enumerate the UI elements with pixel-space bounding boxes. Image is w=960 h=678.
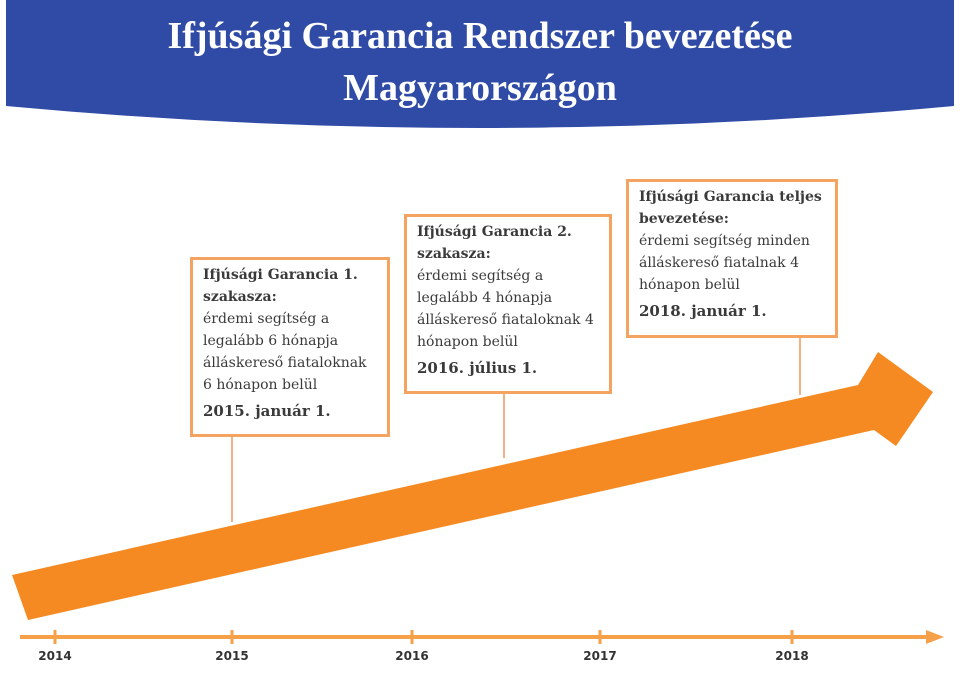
milestone-date: 2015. január 1.	[203, 402, 331, 420]
milestone-description: érdemi segítség minden álláskereső fiatalnak 4 hónapon belül	[639, 233, 810, 293]
milestone-date: 2018. január 1.	[639, 302, 767, 320]
milestone-box-full-rollout	[626, 179, 838, 338]
milestone-description: érdemi segítség a legalább 4 hónapja álláskereső fiataloknak 4 hónapon belül	[417, 268, 594, 350]
year-label-2018: 2018	[775, 649, 809, 663]
milestone-title: Ifjúsági Garancia teljes bevezetése:	[639, 189, 822, 227]
milestone-title: Ifjúsági Garancia 1. szakasza:	[203, 267, 358, 305]
milestone-box-phase-2	[404, 214, 612, 394]
milestone-description: érdemi segítség a legalább 6 hónapja álláskereső fiataloknak 6 hónapon belül	[203, 311, 367, 393]
page-title-line-2: Magyarországon	[343, 67, 617, 109]
page-title-line-1: Ifjúsági Garancia Rendszer bevezetése	[167, 15, 793, 57]
time-axis-arrowhead	[926, 630, 944, 644]
year-label-2016: 2016	[395, 649, 429, 663]
milestone-title: Ifjúsági Garancia 2. szakasza:	[417, 224, 572, 262]
year-label-2015: 2015	[215, 649, 249, 663]
year-label-2014: 2014	[38, 649, 72, 663]
year-label-2017: 2017	[583, 649, 617, 663]
milestone-date: 2016. július 1.	[417, 359, 538, 377]
milestone-box-phase-1	[190, 257, 390, 437]
